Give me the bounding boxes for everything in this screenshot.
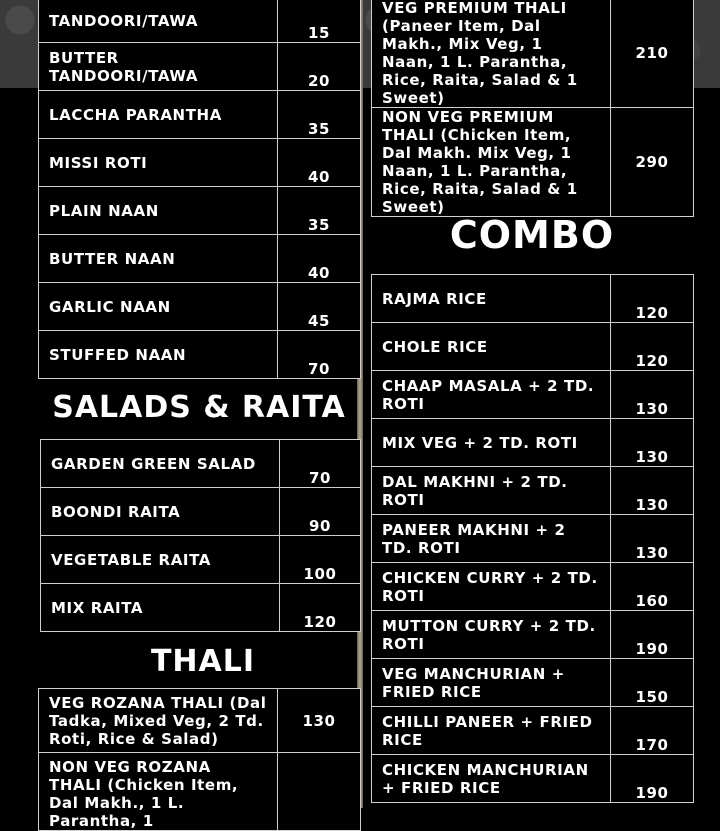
item-price: 45 (278, 283, 361, 331)
item-name: VEG MANCHURIAN + FRIED RICE (372, 659, 611, 707)
table-row (39, 0, 361, 43)
item-name: GARLIC NAAN (39, 283, 278, 331)
item-price: 170 (611, 707, 694, 755)
combo-table (371, 274, 694, 803)
item-name: DAL MAKHNI + 2 TD. ROTI (372, 467, 611, 515)
item-price: 120 (280, 584, 361, 632)
breads-table (38, 0, 361, 379)
salads-heading: SALADS & RAITA (52, 390, 346, 425)
item-name: MIX RAITA (41, 584, 280, 632)
item-name: PANEER MAKHNI + 2 TD. ROTI (372, 515, 611, 563)
item-price: 130 (611, 371, 694, 419)
table-row (372, 371, 694, 419)
premium-thali-table (371, 0, 694, 217)
table-row (39, 753, 361, 831)
item-name: CHOLE RICE (372, 323, 611, 371)
item-name: GARDEN GREEN SALAD (41, 440, 280, 488)
item-name: LACCHA PARANTHA (39, 91, 278, 139)
table-row (39, 187, 361, 235)
item-name: CHICKEN MANCHURIAN + FRIED RICE (372, 755, 611, 803)
table-row (41, 536, 361, 584)
item-name: CHAAP MASALA + 2 TD. ROTI (372, 371, 611, 419)
item-price: 70 (280, 440, 361, 488)
item-name: MISSI ROTI (39, 139, 278, 187)
item-price: 70 (278, 331, 361, 379)
item-price: 190 (611, 611, 694, 659)
item-price: 40 (278, 139, 361, 187)
table-row (372, 659, 694, 707)
item-name: VEG ROZANA THALI (Dal Tadka, Mixed Veg, 2 Td. Roti, Rice & Salad) (39, 689, 278, 753)
item-name: NON VEG ROZANA THALI (Chicken Item, Dal Makh., 1 L. Parantha, 1 (39, 753, 278, 831)
item-price: 290 (611, 108, 694, 217)
item-name: CHILLI PANEER + FRIED RICE (372, 707, 611, 755)
table-row (39, 331, 361, 379)
item-name: NON VEG PREMIUM THALI (Chicken Item, Dal Makh. Mix Veg, 1 Naan, 1 L. Parantha, Rice, Raita, Salad & 1 Sweet) (372, 108, 611, 217)
table-row (372, 755, 694, 803)
table-row (372, 419, 694, 467)
combo-heading: COMBO (449, 213, 615, 257)
item-price: 100 (280, 536, 361, 584)
item-price: 150 (611, 659, 694, 707)
item-price: 130 (611, 515, 694, 563)
item-price: 20 (278, 43, 361, 91)
table-row (39, 283, 361, 331)
table-row (39, 91, 361, 139)
item-name: BUTTER TANDOORI/TAWA (39, 43, 278, 91)
item-price: 40 (278, 235, 361, 283)
item-name: BUTTER NAAN (39, 235, 278, 283)
table-row (372, 515, 694, 563)
table-row (372, 611, 694, 659)
item-price: 210 (611, 0, 694, 108)
table-row (39, 139, 361, 187)
item-price: 90 (280, 488, 361, 536)
item-name: STUFFED NAAN (39, 331, 278, 379)
item-name: TANDOORI/TAWA (39, 0, 278, 43)
thali-heading: THALI (150, 644, 256, 679)
table-row (372, 467, 694, 515)
item-price: 35 (278, 91, 361, 139)
table-row (372, 108, 694, 217)
item-name: CHICKEN CURRY + 2 TD. ROTI (372, 563, 611, 611)
item-name: PLAIN NAAN (39, 187, 278, 235)
table-row (39, 235, 361, 283)
salads-table (40, 439, 361, 632)
item-price: 15 (278, 0, 361, 43)
table-row (372, 563, 694, 611)
item-name: RAJMA RICE (372, 275, 611, 323)
item-name: VEGETABLE RAITA (41, 536, 280, 584)
item-name: MUTTON CURRY + 2 TD. ROTI (372, 611, 611, 659)
item-price: 130 (611, 419, 694, 467)
item-price: 190 (611, 755, 694, 803)
table-row (372, 323, 694, 371)
item-price: 120 (611, 323, 694, 371)
item-price (278, 753, 361, 831)
thali-table (38, 688, 361, 831)
table-row (39, 689, 361, 753)
table-row (41, 440, 361, 488)
table-row (372, 707, 694, 755)
item-name: VEG PREMIUM THALI (Paneer Item, Dal Makh., Mix Veg, 1 Naan, 1 L. Parantha, Rice, Raita, Salad & 1 Sweet) (372, 0, 611, 108)
table-row (41, 584, 361, 632)
table-row (39, 43, 361, 91)
table-row (372, 0, 694, 108)
item-name: BOONDI RAITA (41, 488, 280, 536)
table-row (372, 275, 694, 323)
table-row (41, 488, 361, 536)
item-price: 130 (278, 689, 361, 753)
item-name: MIX VEG + 2 TD. ROTI (372, 419, 611, 467)
item-price: 120 (611, 275, 694, 323)
item-price: 160 (611, 563, 694, 611)
item-price: 35 (278, 187, 361, 235)
item-price: 130 (611, 467, 694, 515)
